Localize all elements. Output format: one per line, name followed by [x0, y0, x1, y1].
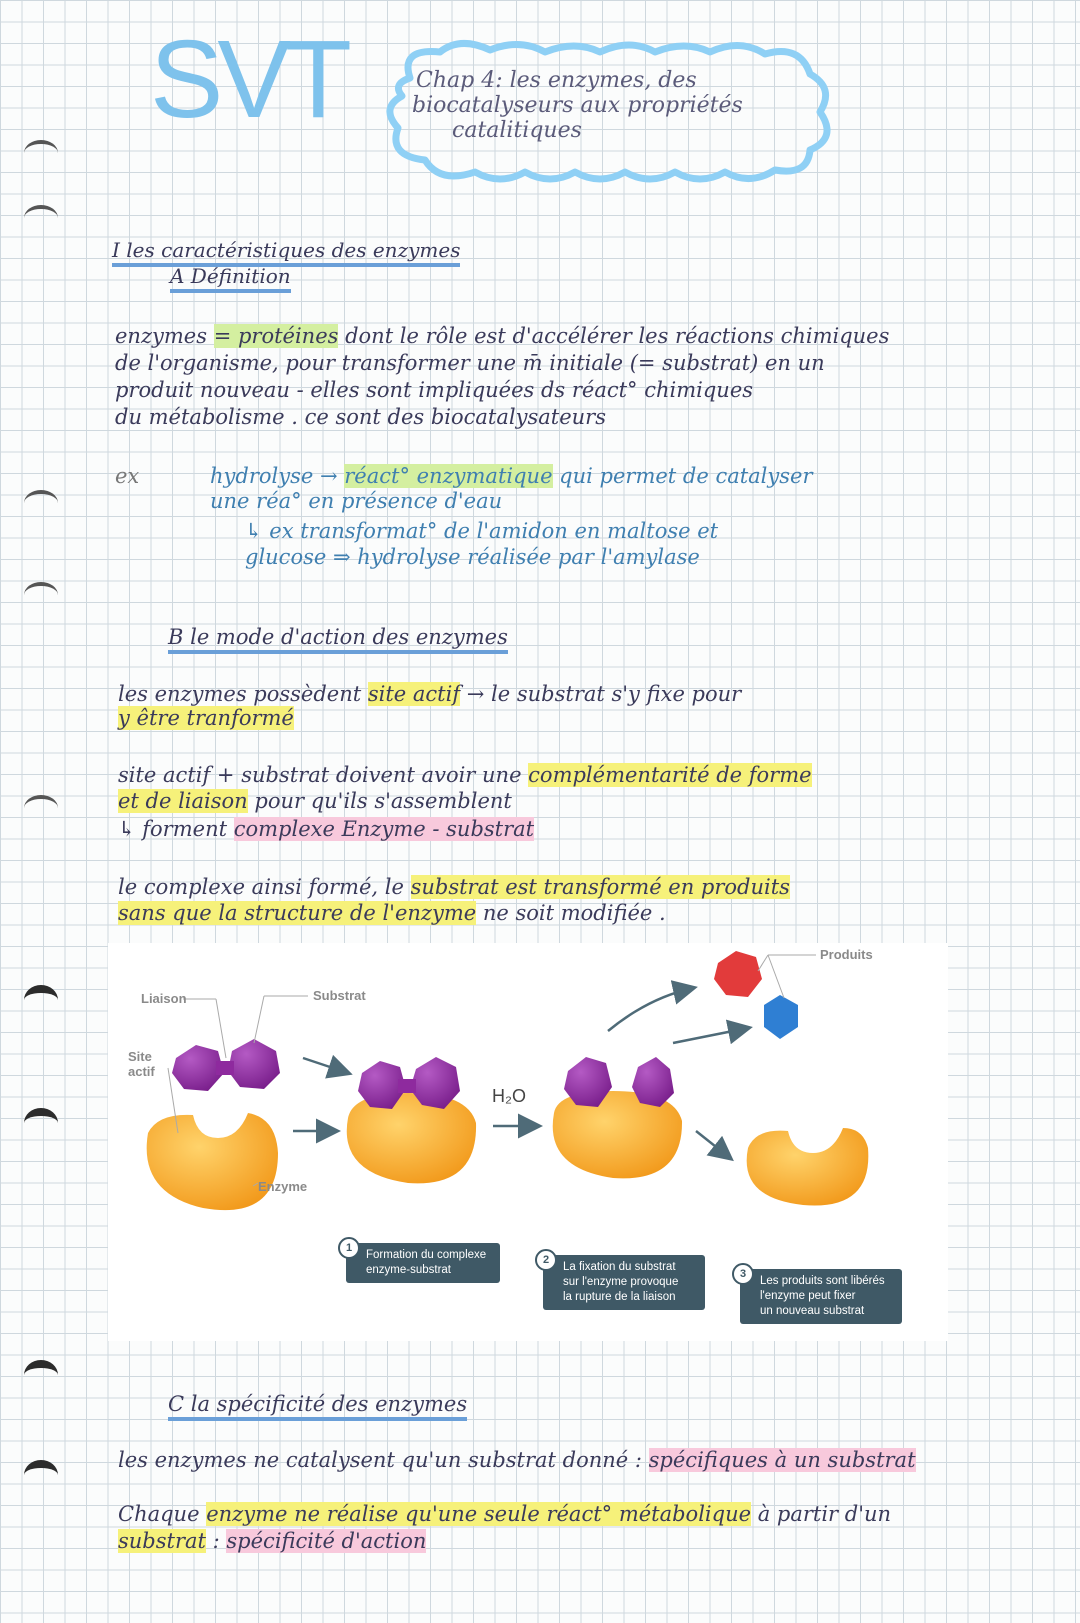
- binder-hole: [24, 140, 58, 166]
- mode-line: le complexe ainsi formé, le substrat est transformé en produits: [118, 875, 790, 899]
- example-label: ex: [115, 464, 140, 488]
- section-B-heading: B le mode d'action des enzymes: [168, 623, 508, 651]
- section-C-heading: C la spécificité des enzymes: [168, 1390, 467, 1418]
- definition-line: de l'organisme, pour transformer une m̄ initiale (= substrat) en un: [115, 351, 825, 375]
- section-I-heading: I les caractéristiques des enzymes: [112, 236, 460, 264]
- step-number: 3: [732, 1263, 754, 1285]
- chapter-line: Chap 4: les enzymes, des: [416, 68, 697, 93]
- figure-label-substrat: Substrat: [313, 988, 366, 1003]
- example-line: ↳ ex transformat° de l'amidon en maltose et: [245, 519, 719, 543]
- example-line: hydrolyse → réact° enzymatique qui permet de catalyser: [210, 464, 813, 488]
- figure-label-enzyme: Enzyme: [258, 1179, 308, 1194]
- subject-title: SVT: [150, 18, 346, 141]
- figure-label-h2o: H₂O: [492, 1086, 526, 1106]
- specificite-line: les enzymes ne catalysent qu'un substrat donné : spécifiques à un substrat: [118, 1448, 916, 1472]
- binder-hole: [24, 205, 58, 231]
- specificite-line: substrat : spécificité d'action: [118, 1529, 427, 1553]
- step-number: 1: [338, 1237, 360, 1259]
- example-line: une réa° en présence d'eau: [210, 489, 503, 513]
- enzyme-mechanism-figure: [108, 943, 948, 1341]
- binder-hole: [24, 795, 58, 821]
- figure-label-site-actif: Site actif: [128, 1049, 155, 1079]
- section-A-heading: A Définition: [170, 262, 291, 290]
- binder-hole: [24, 1108, 58, 1138]
- mode-line: les enzymes possèdent site actif → le substrat s'y fixe pour: [118, 682, 742, 706]
- chapter-line: catalitiques: [452, 118, 582, 143]
- definition-line: du métabolisme . ce sont des biocatalysateurs: [115, 405, 606, 429]
- definition-line: enzymes = protéines dont le rôle est d'accélérer les réactions chimiques: [115, 324, 890, 348]
- step-3-box: 3 Les produits sont libérés l'enzyme peut fixer un nouveau substrat: [740, 1269, 902, 1324]
- step-number: 2: [535, 1249, 557, 1271]
- figure-label-liaison: Liaison: [141, 991, 187, 1006]
- chapter-title: [412, 68, 822, 143]
- step-1-box: 1 Formation du complexe enzyme-substrat: [346, 1243, 500, 1283]
- binder-hole: [24, 582, 58, 608]
- mode-line: ↳ forment complexe Enzyme - substrat: [118, 817, 535, 841]
- example-line: glucose ⇒ hydrolyse réalisée par l'amylase: [245, 545, 700, 569]
- step-2-box: 2 La fixation du substrat sur l'enzyme provoque la rupture de la liaison: [543, 1255, 705, 1310]
- binder-hole: [24, 1460, 58, 1490]
- specificite-line: Chaque enzyme ne réalise qu'une seule réact° métabolique à partir d'un: [118, 1502, 892, 1526]
- definition-line: produit nouveau - elles sont impliquées ds réact° chimiques: [115, 378, 754, 402]
- mode-line: et de liaison pour qu'ils s'assemblent: [118, 789, 512, 813]
- figure-label-produits: Produits: [820, 947, 873, 962]
- mode-line: y être tranformé: [118, 706, 294, 730]
- binder-hole: [24, 1360, 58, 1390]
- chapter-line: biocatalyseurs aux propriétés: [412, 93, 743, 118]
- mode-line: site actif + substrat doivent avoir une complémentarité de forme: [118, 763, 812, 787]
- binder-hole: [24, 490, 58, 516]
- binder-hole: [24, 985, 58, 1015]
- mode-line: sans que la structure de l'enzyme ne soit modifiée .: [118, 901, 666, 925]
